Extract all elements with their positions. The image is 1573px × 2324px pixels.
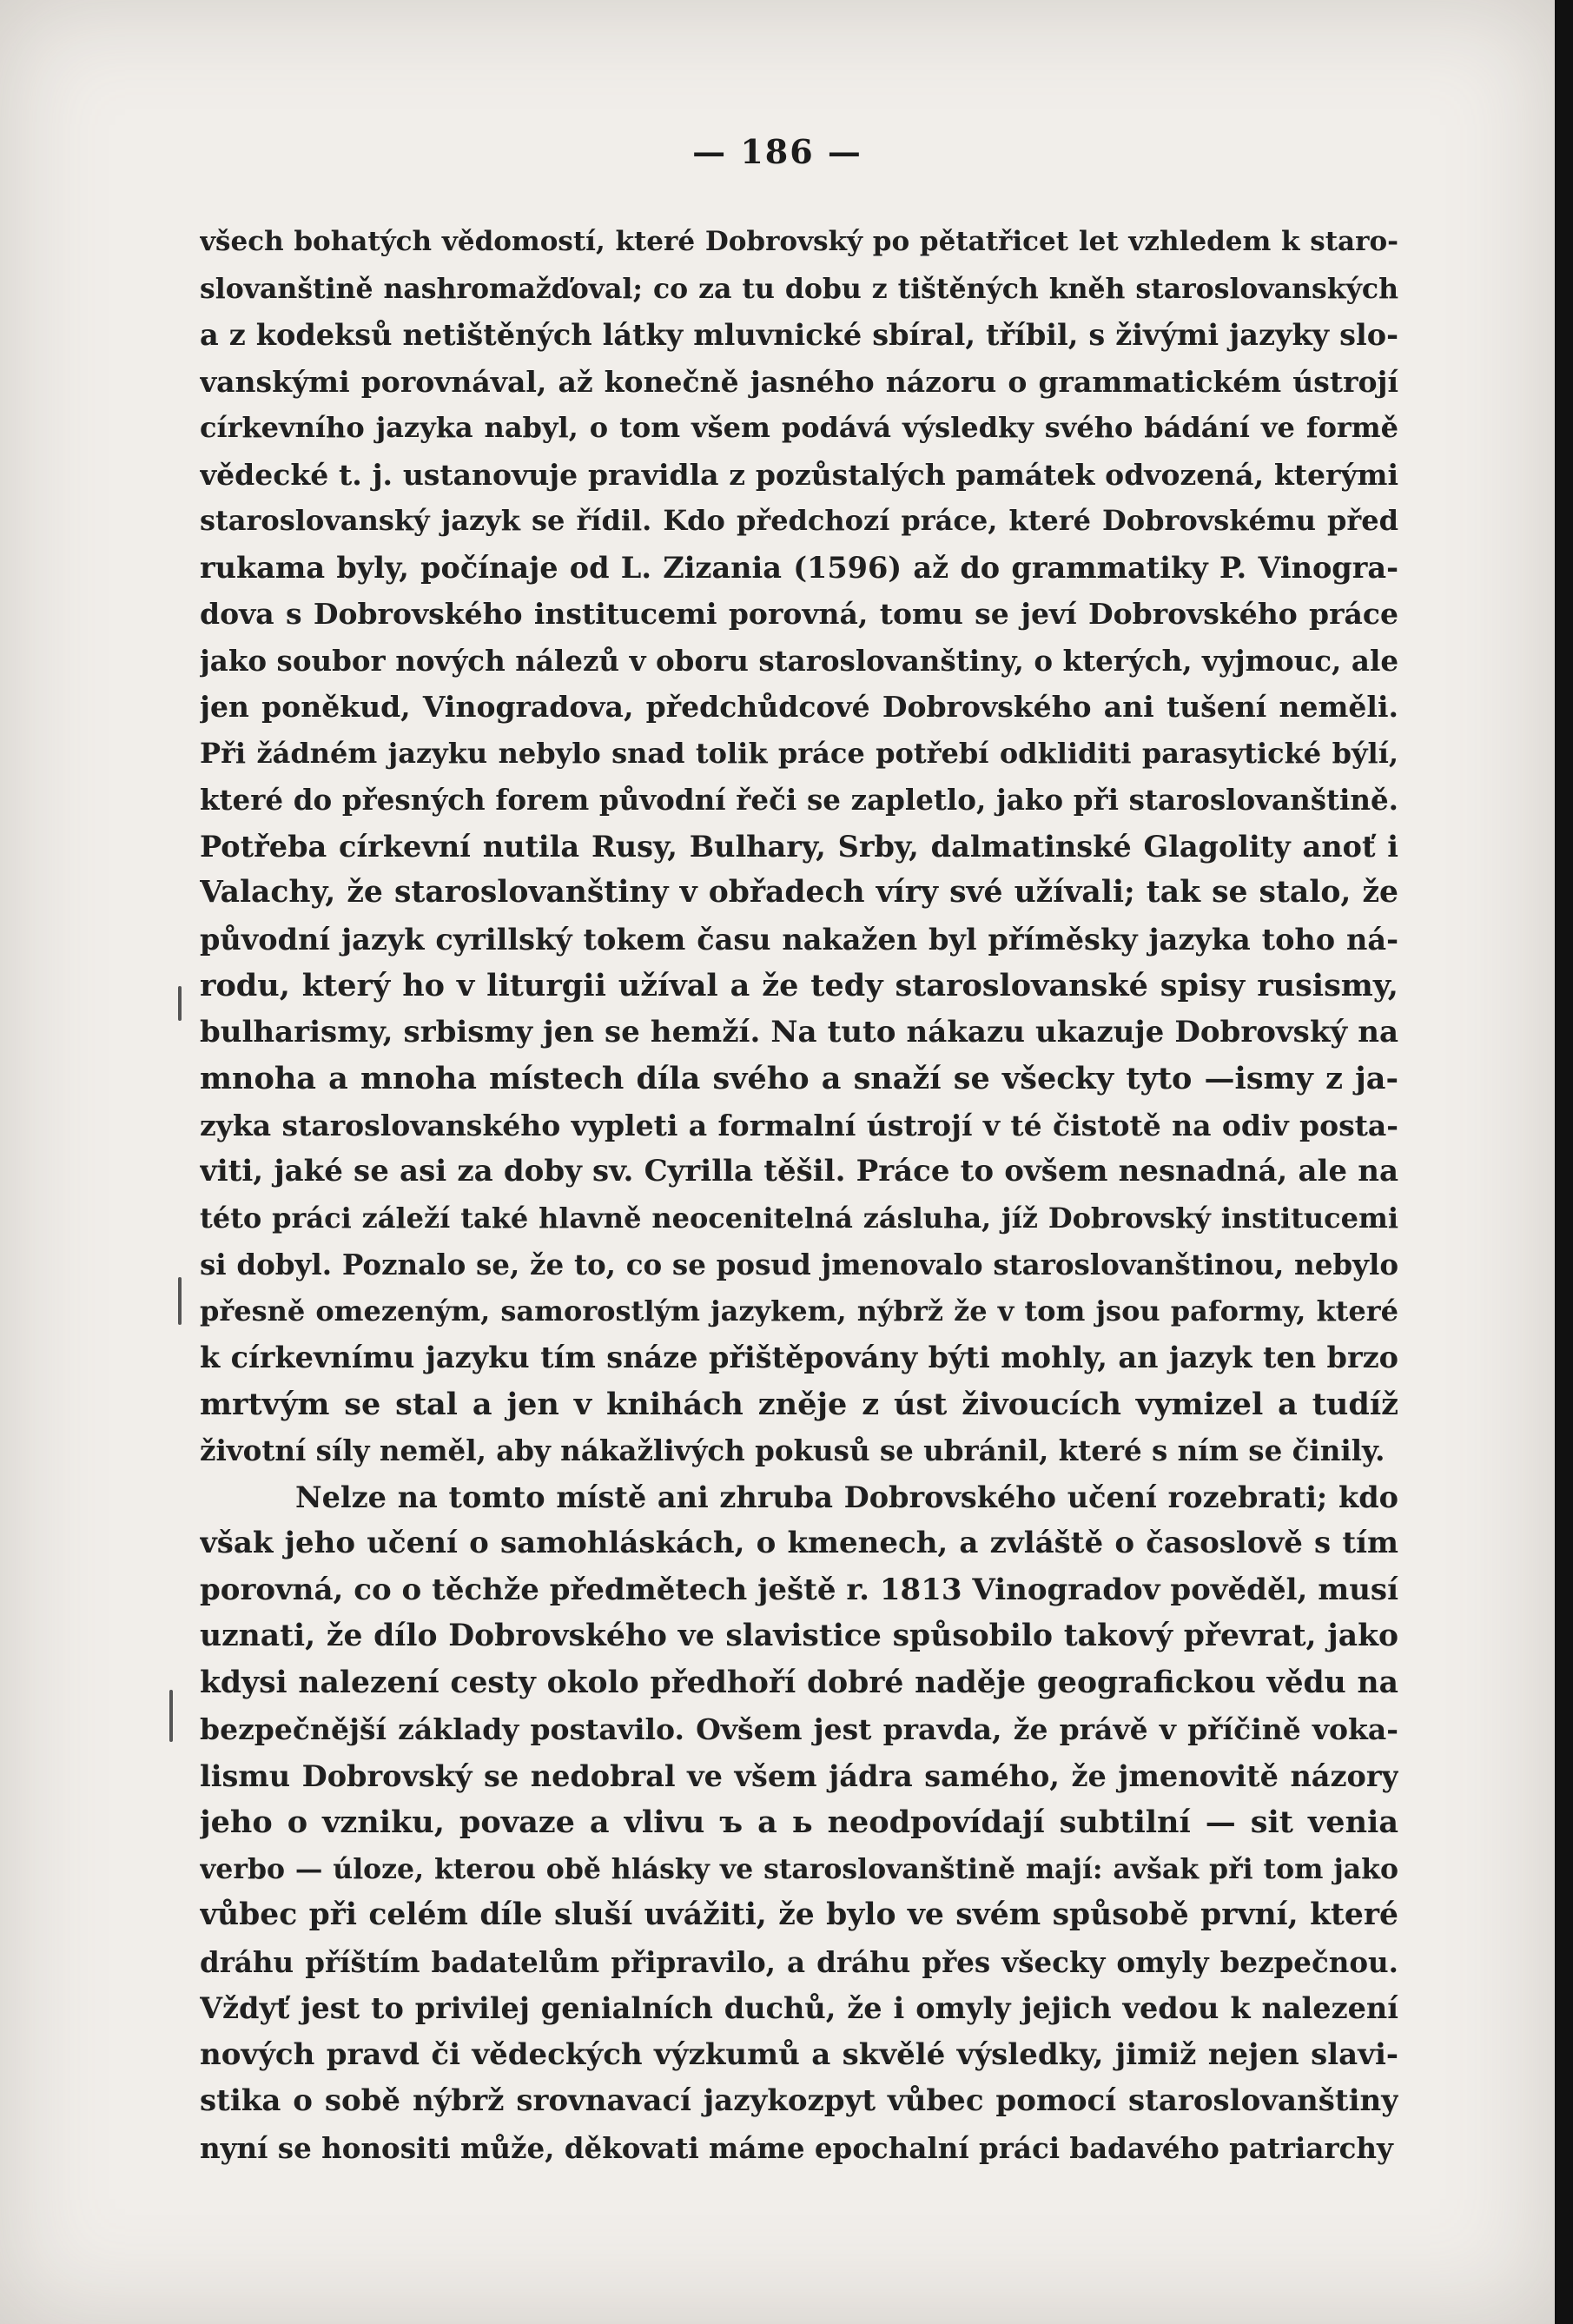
text-line: kdysi nalezení cesty okolo předhoří dobré naděje geografickou vědu na xyxy=(200,1665,1398,1700)
paragraph xyxy=(200,1474,1398,2172)
text-line: rodu, který ho v liturgii užíval a že tedy staroslovanské spisy rusismy, xyxy=(200,968,1398,1003)
text-line: vědecké t. j. ustanovuje pravidla z pozůstalých památek odvozená, kterými xyxy=(200,457,1398,492)
text-line: životní síly neměl, aby nákažlivých pokusů se ubránil, které s ním se činily. xyxy=(200,1433,1385,1467)
margin-mark xyxy=(169,1690,173,1742)
text-line: a z kodeksů netištěných látky mluvnické sbíral, tříbil, s živými jazyky slo- xyxy=(200,318,1398,352)
body-text xyxy=(200,219,1398,2171)
text-line: lismu Dobrovský se nedobral ve všem jádra samého, že jmenovitě názory xyxy=(200,1758,1398,1793)
text-line: přesně omezeným, samorostlým jazykem, nýbrž že v tom jsou paformy, které xyxy=(200,1294,1398,1328)
page-number: — 186 — xyxy=(692,132,863,171)
text-line: jeho o vzniku, povaze a vlivu ъ a ь neodpovídají subtilní — sit venia xyxy=(200,1804,1398,1840)
text-line: staroslovanský jazyk se řídil. Kdo předchozí práce, které Dobrovskému před xyxy=(200,504,1398,537)
text-line: Potřeba církevní nutila Rusy, Bulhary, Srby, dalmatinské Glagolity anoť i xyxy=(200,829,1398,864)
text-line: této práci záleží také hlavně neocenitelná zásluha, jíž Dobrovský institucemi xyxy=(200,1201,1398,1235)
text-line: Vždyť jest to privilej genialních duchů, že i omyly jejich vedou k nalezení xyxy=(200,1991,1398,2025)
text-line: Při žádném jazyku nebylo snad tolik práce potřebí odkliditi parasytické býlí, xyxy=(200,736,1398,770)
text-line: si dobyl. Poznalo se, že to, co se posud jmenovalo staroslovanštinou, nebylo xyxy=(200,1248,1398,1281)
text-line: jen poněkud, Vinogradova, předchůdcové Dobrovského ani tušení neměli. xyxy=(200,690,1398,724)
text-line: slovanštině nashromažďoval; co za tu dobu z tištěných kněh staroslovanských xyxy=(200,272,1398,305)
text-line: jako soubor nových nálezů v oboru staroslovanštiny, o kterých, vyjmouc, ale xyxy=(200,643,1398,678)
text-line: církevního jazyka nabyl, o tom všem podává výsledky svého bádání ve formě xyxy=(200,411,1398,444)
text-line: původní jazyk cyrillský tokem času nakažen byl příměsky jazyka toho ná- xyxy=(200,922,1398,957)
margin-mark xyxy=(178,986,182,1021)
text-line: však jeho učení o samohláskách, o kmenech, a zvláště o časoslově s tím xyxy=(200,1526,1398,1560)
text-line: Valachy, že staroslovanštiny v obřadech víry své užívali; tak se stalo, že xyxy=(200,875,1398,910)
text-line: uznati, že dílo Dobrovského ve slavistice spůsobilo takový převrat, jako xyxy=(200,1619,1398,1653)
text-line: bulharismy, srbismy jen se hemží. Na tuto nákazu ukazuje Dobrovský na xyxy=(200,1014,1398,1049)
margin-mark xyxy=(178,1277,182,1325)
text-line: Nelze na tomto místě ani zhruba Dobrovského učení rozebrati; kdo xyxy=(295,1480,1398,1514)
paragraph xyxy=(200,219,1398,1474)
text-line: vůbec při celém díle sluší uvážiti, že bylo ve svém spůsobě první, které xyxy=(200,1897,1398,1932)
text-line: rukama byly, počínaje od L. Zizania (1596) až do grammatiky P. Vinogra- xyxy=(200,550,1398,585)
text-line: vanskými porovnával, až konečně jasného názoru o grammatickém ústrojí xyxy=(200,364,1398,399)
text-line: k církevnímu jazyku tím snáze přištěpovány býti mohly, an jazyk ten brzo xyxy=(200,1341,1398,1374)
text-line: viti, jaké se asi za doby sv. Cyrilla těšil. Práce to ovšem nesnadná, ale na xyxy=(200,1154,1398,1188)
text-line: zyka staroslovanského vypleti a formalní ústrojí v té čistotě na odiv posta- xyxy=(200,1108,1398,1142)
text-line: bezpečnější základy postavilo. Ovšem jest pravda, že právě v příčině voka- xyxy=(200,1712,1398,1746)
page-edge xyxy=(1555,0,1573,2324)
text-line: nyní se honositi může, děkovati máme epochalní práci badavého patriarchy xyxy=(200,2130,1393,2165)
text-line: porovná, co o těchže předmětech ještě r. 1813 Vinogradov pověděl, musí xyxy=(200,1572,1398,1607)
text-line: mnoha a mnoha místech díla svého a snaží se všecky tyto —ismy z ja- xyxy=(200,1061,1398,1096)
text-line: dova s Dobrovského institucemi porovná, tomu se jeví Dobrovského práce xyxy=(200,597,1398,631)
text-line: nových pravd či vědeckých výzkumů a skvělé výsledky, jimiž nejen slavi- xyxy=(200,2036,1398,2072)
text-line: dráhu příštím badatelům připravilo, a dráhu přes všecky omyly bezpečnou. xyxy=(200,1944,1398,1979)
text-line: všech bohatých vědomostí, které Dobrovský po pětatřicet let vzhledem k staro- xyxy=(200,226,1398,257)
text-line: stika o sobě nýbrž srovnavací jazykozpyt vůbec pomocí staroslovanštiny xyxy=(200,2083,1398,2118)
text-line: verbo — úloze, kterou obě hlásky ve staroslovanštině mají: avšak při tom jako xyxy=(200,1852,1398,1885)
text-line: které do přesných forem původní řeči se zapletlo, jako při staroslovanštině. xyxy=(200,783,1398,817)
text-line: mrtvým se stal a jen v knihách zněje z úst živoucích vymizel a tudíž xyxy=(200,1386,1398,1422)
